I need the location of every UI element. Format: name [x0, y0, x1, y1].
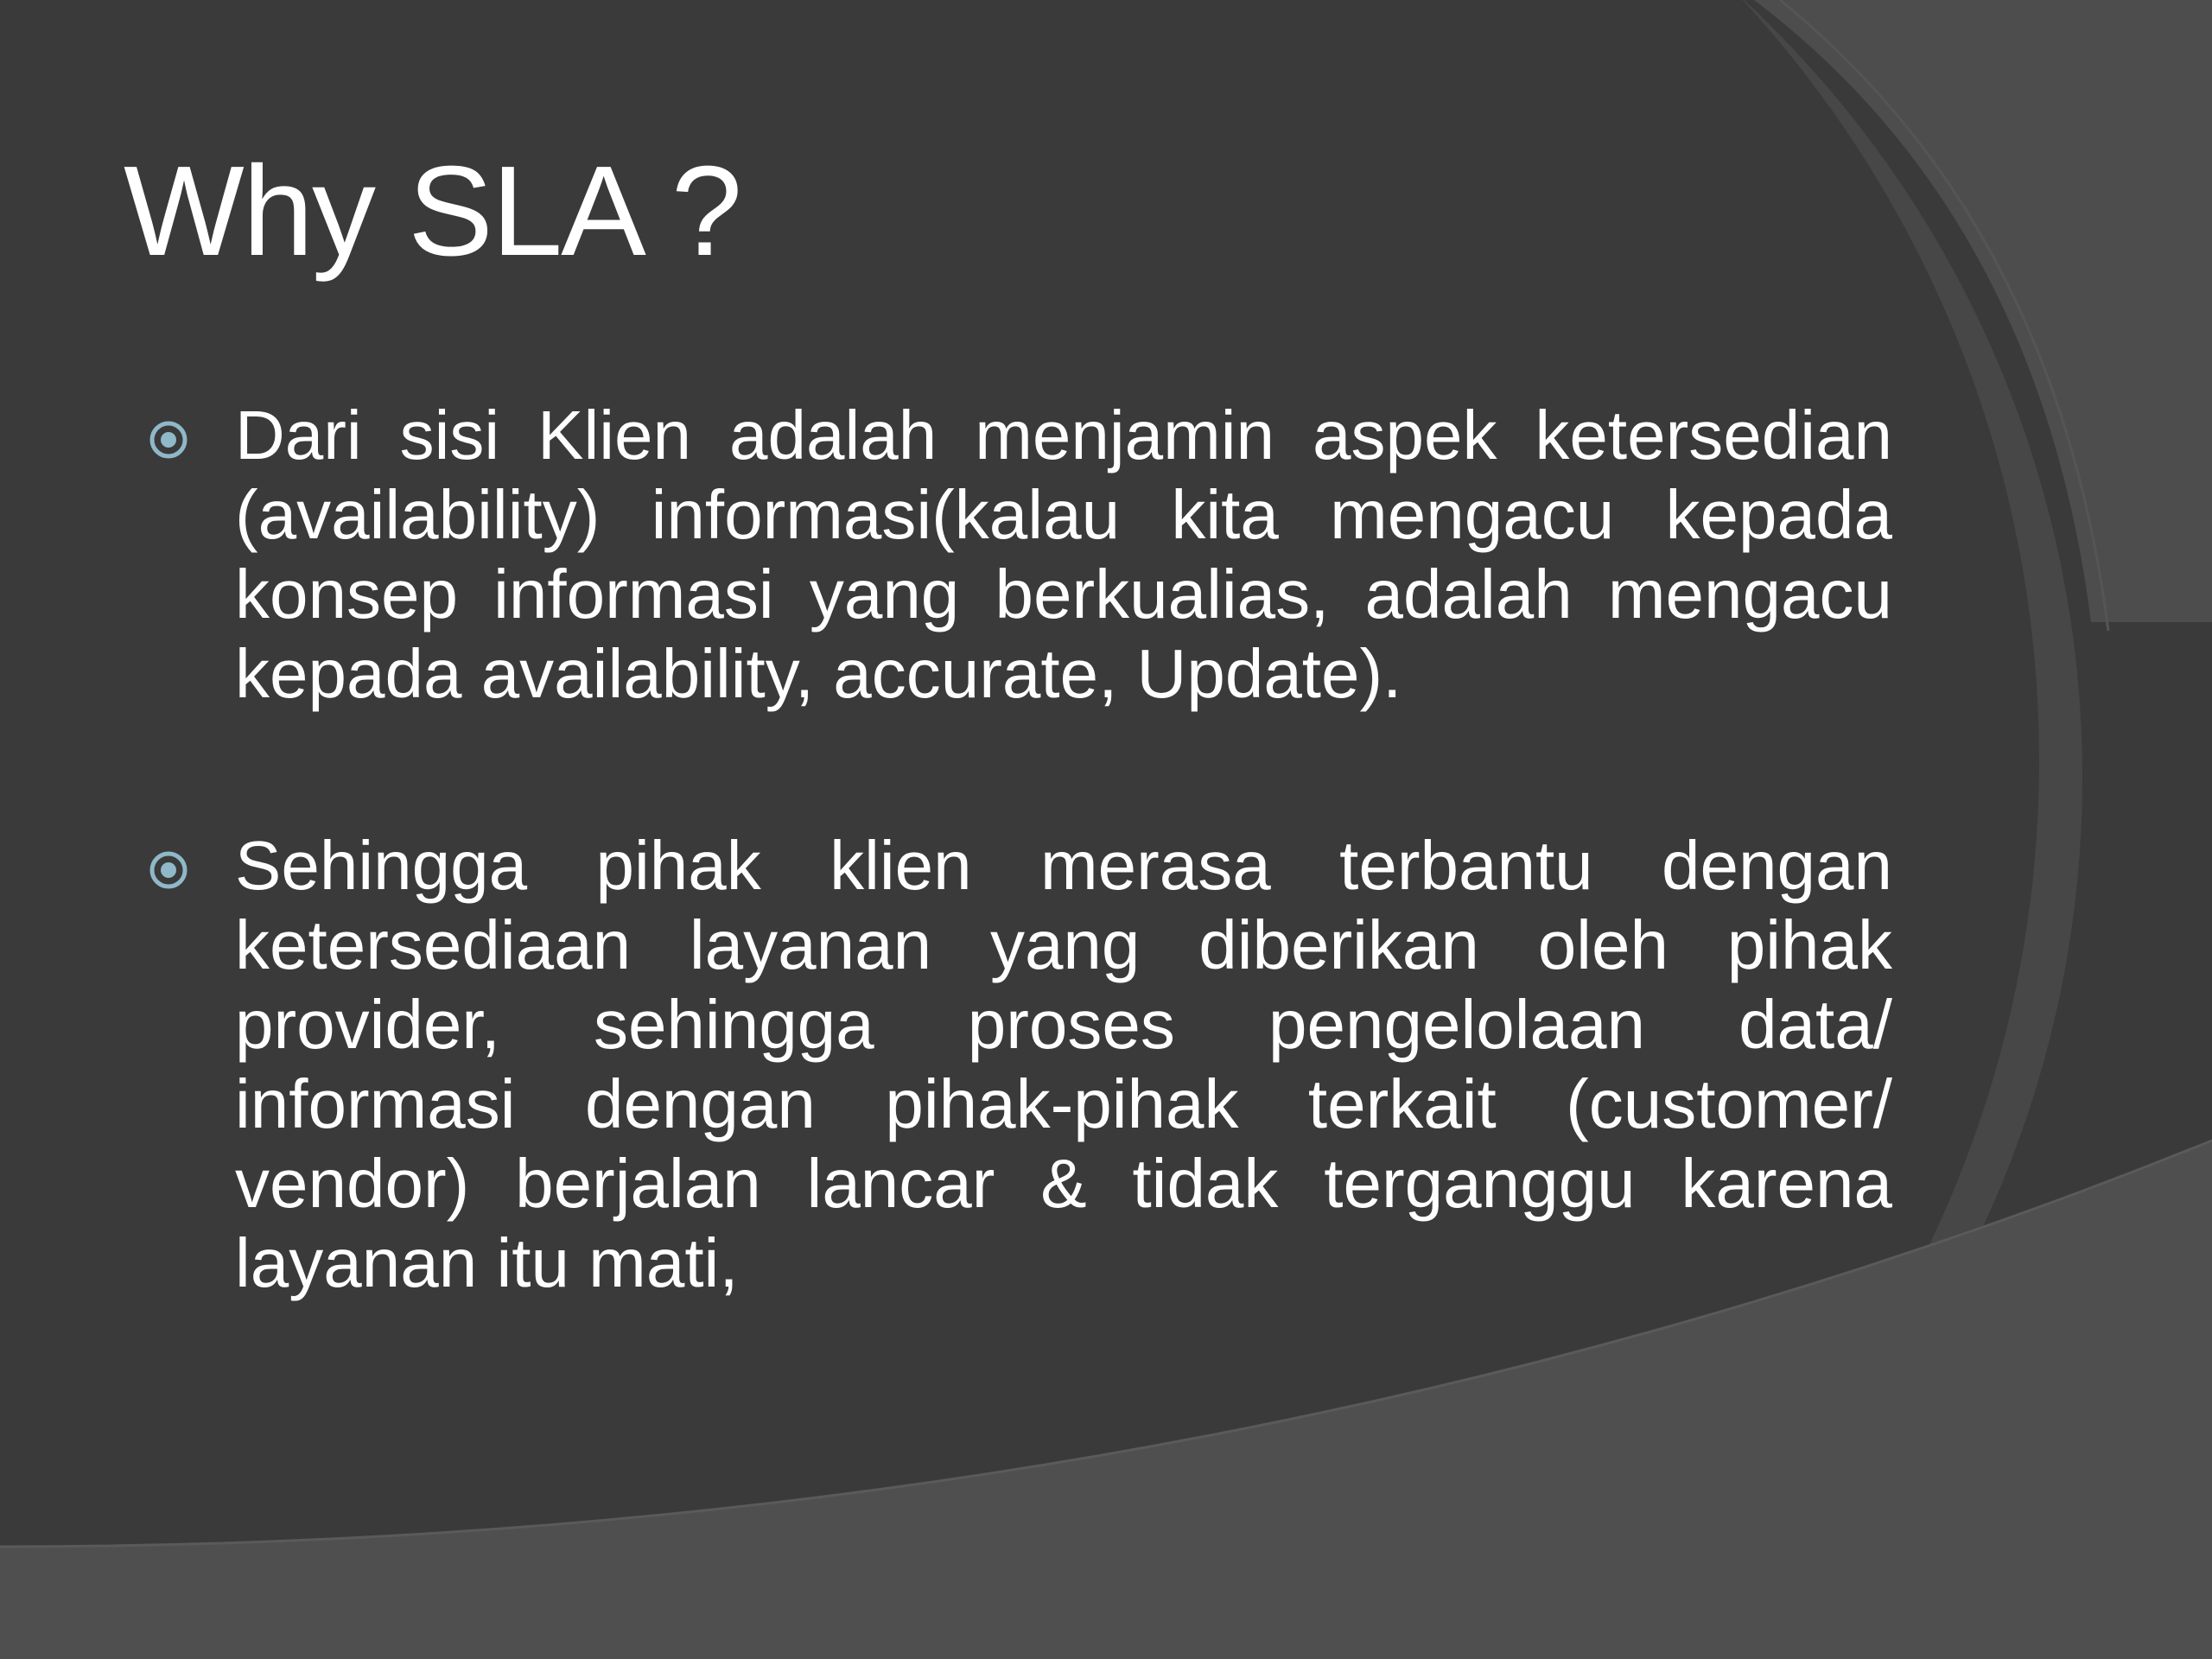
- bullet-text: Dari sisi Klien adalah menjamin aspek ketersedian (availability) informasi(kalau kita mengacu kepada konsep informasi yang berkualias, adalah mengacu kepada availability, accurate, Update).: [235, 397, 1892, 712]
- bullet-item: [145, 396, 1892, 714]
- bullet-list: [145, 396, 1892, 1415]
- circle-dot-bullet-icon: [147, 849, 190, 892]
- slide-title: Why SLA ?: [124, 140, 741, 283]
- circle-dot-bullet-icon: [147, 418, 190, 461]
- bullet-text: Sehingga pihak klien merasa terbantu dengan ketersediaan layanan yang diberikan oleh pihak provider, sehingga proses pengelolaan data/ informasi dengan pihak-pihak terkait (customer/ vendor) berjalan lancar & tidak terganggu karena layanan itu mati,: [235, 827, 1892, 1301]
- bullet-item: [145, 826, 1892, 1303]
